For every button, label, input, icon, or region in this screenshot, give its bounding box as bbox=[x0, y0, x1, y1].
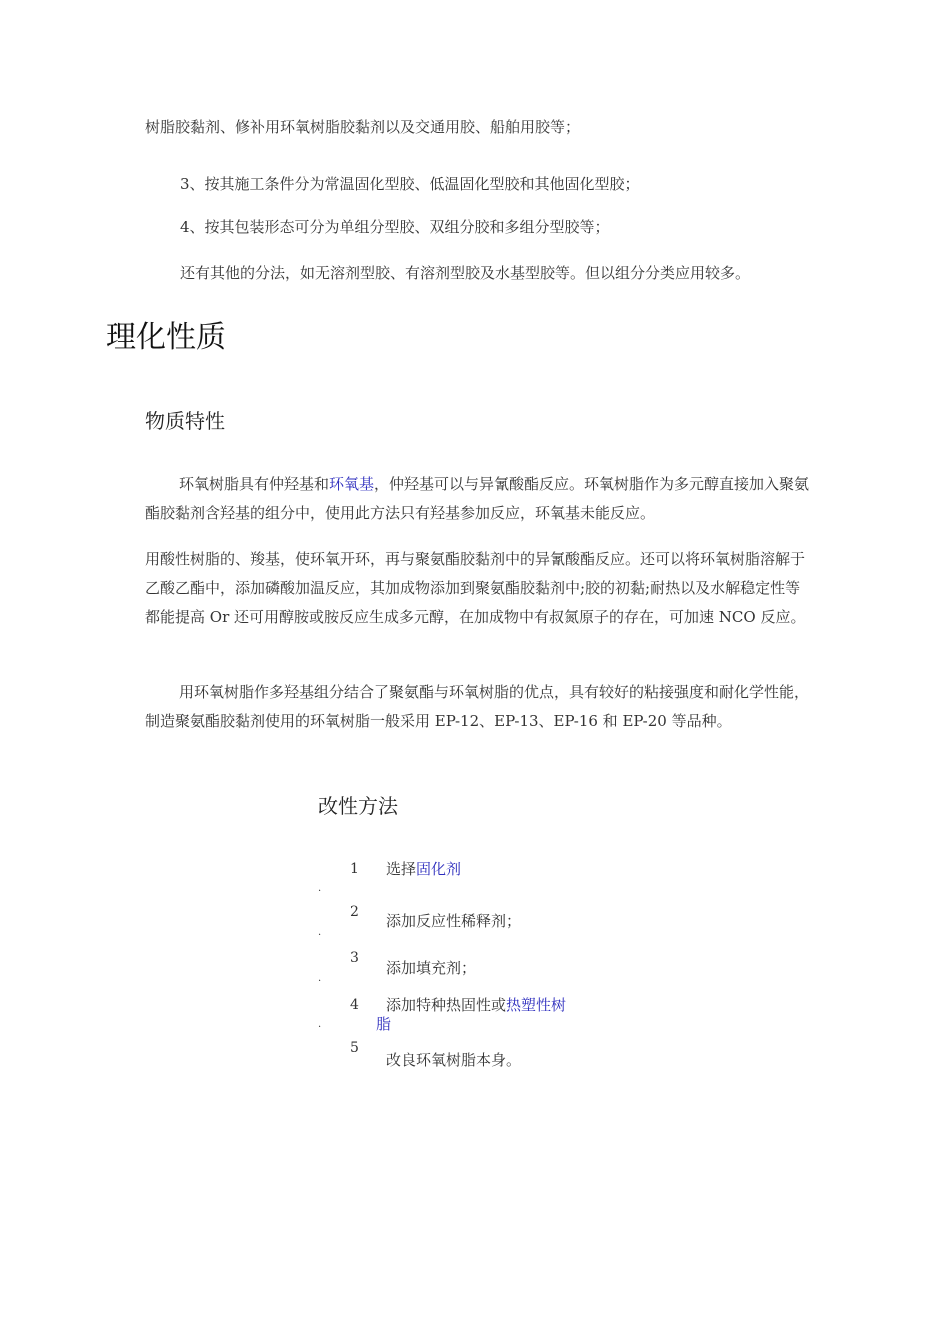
method-item-1 bbox=[386, 859, 461, 879]
section-heading: 理化性质 bbox=[106, 320, 226, 355]
method-item-3: 添加填充剂； bbox=[386, 959, 477, 977]
method-dot-4: . bbox=[318, 1019, 322, 1030]
paragraph-1-text-b: ，仲羟基可以与异氰酸酯反应。环氧树脂作为多元醇直接加入聚氨酯胶黏剂含羟基的组分中，使用此方法只有羟基参加反应，环氧基未能反应。 bbox=[145, 475, 810, 522]
continued-text-line: 树脂胶黏剂、修补用环氧树脂胶黏剂以及交通用胶、船舶用胶等； bbox=[145, 118, 581, 136]
method-number-4: 4 bbox=[350, 997, 359, 1013]
method-dot-1: . bbox=[318, 883, 322, 894]
paragraph-1 bbox=[145, 470, 813, 528]
paragraph-1-text-a: 环氧树脂具有仲羟基和 bbox=[179, 475, 330, 493]
method-4-text: 添加特种热固性或 bbox=[386, 996, 507, 1014]
method-1-text: 选择 bbox=[386, 860, 417, 878]
epoxy-group-link[interactable]: 环氧基 bbox=[329, 475, 375, 493]
paragraph-2: 用酸性树脂的、羧基，使环氧开环，再与聚氨酯胶黏剂中的异氰酸酯反应。还可以将环氧树脂溶解于乙酸乙酯中，添加磷酸加温反应，其加成物添加到聚氨酯胶黏剂中;胶的初黏;耐热以及水解稳定性等都能提高 Or 还可用醇胺或胺反应生成多元醇，在加成物中有叔氮原子的存在，可加速 NCO 反应。 bbox=[145, 550, 806, 626]
paragraph-3: 用环氧树脂作多羟基组分结合了聚氨酯与环氧树脂的优点，具有较好的粘接强度和耐化学性能，制造聚氨酯胶黏剂使用的环氧树脂一般采用 EP-12、EP-13、EP-16 和 EP-20 等品种。 bbox=[145, 683, 810, 730]
method-item-4 bbox=[386, 995, 566, 1015]
method-item-5: 改良环氧树脂本身。 bbox=[386, 1051, 522, 1069]
method-number-2: 2 bbox=[350, 904, 359, 920]
method-number-1: 1 bbox=[350, 861, 359, 877]
curing-agent-link[interactable]: 固化剂 bbox=[416, 860, 462, 878]
method-item-2: 添加反应性稀释剂； bbox=[386, 912, 522, 930]
thermoplastic-resin-link-wrap[interactable]: 脂 bbox=[376, 1015, 392, 1033]
method-dot-3: . bbox=[318, 973, 322, 984]
method-dot-2: . bbox=[318, 927, 322, 938]
list-item-4: 4、按其包装形态可分为单组分型胶、双组分胶和多组分型胶等； bbox=[180, 218, 610, 236]
modification-methods-heading: 改性方法 bbox=[318, 794, 398, 818]
thermoplastic-resin-link[interactable]: 热塑性树 bbox=[506, 996, 567, 1014]
other-classification-line: 还有其他的分法，如无溶剂型胶、有溶剂型胶及水基型胶等。但以组分分类应用较多。 bbox=[180, 264, 751, 282]
method-number-3: 3 bbox=[350, 950, 359, 966]
list-item-3: 3、按其施工条件分为常温固化型胶、低温固化型胶和其他固化型胶； bbox=[180, 175, 640, 193]
subsection-heading: 物质特性 bbox=[145, 409, 225, 433]
method-number-5: 5 bbox=[350, 1040, 359, 1056]
